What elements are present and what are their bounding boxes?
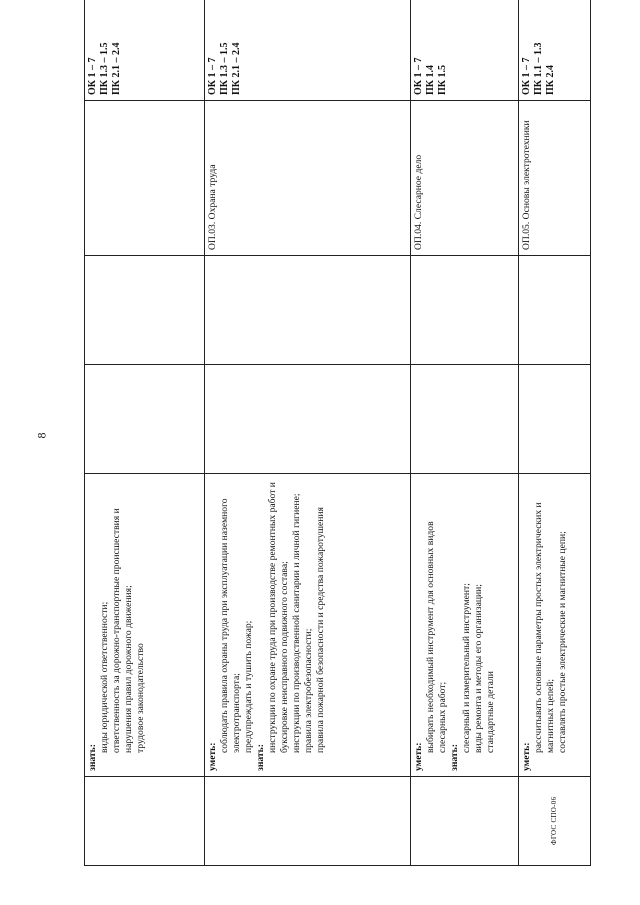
index-cell bbox=[411, 777, 519, 866]
competency-code: ПК 2.4 bbox=[545, 64, 556, 95]
list-item: трудовое законодательство bbox=[135, 643, 146, 753]
section-label: уметь: bbox=[207, 742, 218, 771]
page-number: 8 bbox=[34, 432, 49, 439]
table-row bbox=[519, 0, 591, 866]
list-item: стандартные детали bbox=[485, 671, 496, 753]
index-cell bbox=[205, 777, 411, 866]
discipline-name-cell bbox=[85, 101, 205, 256]
discipline-name-cell: ОП.05. Основы электротехники bbox=[519, 101, 591, 256]
section-label: знать: bbox=[87, 744, 98, 771]
table-row bbox=[411, 0, 519, 866]
competency-code: ПК 2.1 – 2.4 bbox=[231, 42, 242, 95]
competency-code: ПК 1.3 – 1.5 bbox=[219, 42, 230, 95]
competency-code: ОК 1 – 7 bbox=[87, 57, 98, 95]
competency-table-frame bbox=[84, 32, 590, 866]
description-cell bbox=[205, 474, 411, 777]
list-item: предупреждать и тушить пожар; bbox=[243, 620, 254, 753]
hours-cell bbox=[519, 365, 591, 474]
discipline-name-cell: ОП.03. Охрана труда bbox=[205, 101, 411, 256]
list-item: соблюдать правила охраны труда при эксплуатации наземного электротранспорта; bbox=[219, 498, 242, 753]
table-row bbox=[85, 0, 205, 866]
list-item: виды юридической ответственности; bbox=[99, 601, 110, 753]
list-item: инструкции по производственной санитарии и личной гигиене; bbox=[291, 493, 302, 753]
section-label: знать: bbox=[255, 744, 266, 771]
list-item: правила электробезопасности; bbox=[303, 628, 314, 753]
competency-cell bbox=[519, 0, 591, 101]
competency-code: ПК 2.1 – 2.4 bbox=[111, 42, 122, 95]
list-item: слесарный и измерительный инструмент; bbox=[461, 583, 472, 753]
hours-cell bbox=[519, 256, 591, 365]
competency-cell bbox=[411, 0, 519, 101]
list-item: виды ремонта и методы его организации; bbox=[473, 584, 484, 753]
competency-cell bbox=[205, 0, 411, 101]
competency-code: ПК 1.3 – 1.5 bbox=[99, 42, 110, 95]
competency-code: ОК 1 – 7 bbox=[521, 57, 532, 95]
competency-code: ОК 1 – 7 bbox=[207, 57, 218, 95]
hours-cell bbox=[205, 256, 411, 365]
hours-cell bbox=[85, 365, 205, 474]
hours-cell bbox=[411, 365, 519, 474]
list-item: рассчитывать основные параметры простых электрических и магнитных цепей; bbox=[533, 502, 556, 753]
section-label: уметь: bbox=[521, 742, 532, 771]
section-label: знать: bbox=[449, 744, 460, 771]
hours-cell bbox=[85, 256, 205, 365]
description-cell bbox=[519, 474, 591, 777]
competency-code: ПК 1.5 bbox=[437, 64, 448, 95]
description-cell bbox=[85, 474, 205, 777]
discipline-name-cell: ОП.04. Слесарное дело bbox=[411, 101, 519, 256]
footer-label: ФГОС СПО-06 bbox=[550, 796, 558, 845]
competency-code: ПК 1.1 – 1.3 bbox=[533, 42, 544, 95]
list-item: ответственность за дорожно-транспортные происшествия и нарушения правил дорожного движения; bbox=[111, 508, 134, 753]
hours-cell bbox=[411, 256, 519, 365]
competency-table bbox=[84, 0, 591, 866]
competency-code: ПК 1.4 bbox=[425, 64, 436, 95]
list-item: инструкции по охране труда при производстве ремонтных работ и буксировке неисправного подвижного состава; bbox=[267, 482, 290, 753]
hours-cell bbox=[205, 365, 411, 474]
index-cell bbox=[85, 777, 205, 866]
section-label: уметь: bbox=[413, 742, 424, 771]
list-item: составлять простые электрические и магнитные цепи; bbox=[557, 531, 568, 753]
competency-cell bbox=[85, 0, 205, 101]
list-item: выбирать необходимый инструмент для основных видов слесарных работ; bbox=[425, 521, 448, 753]
list-item: правила пожарной безопасности и средства пожаротушения bbox=[315, 507, 326, 753]
table-row bbox=[205, 0, 411, 866]
competency-code: ОК 1 – 7 bbox=[413, 57, 424, 95]
description-cell bbox=[411, 474, 519, 777]
